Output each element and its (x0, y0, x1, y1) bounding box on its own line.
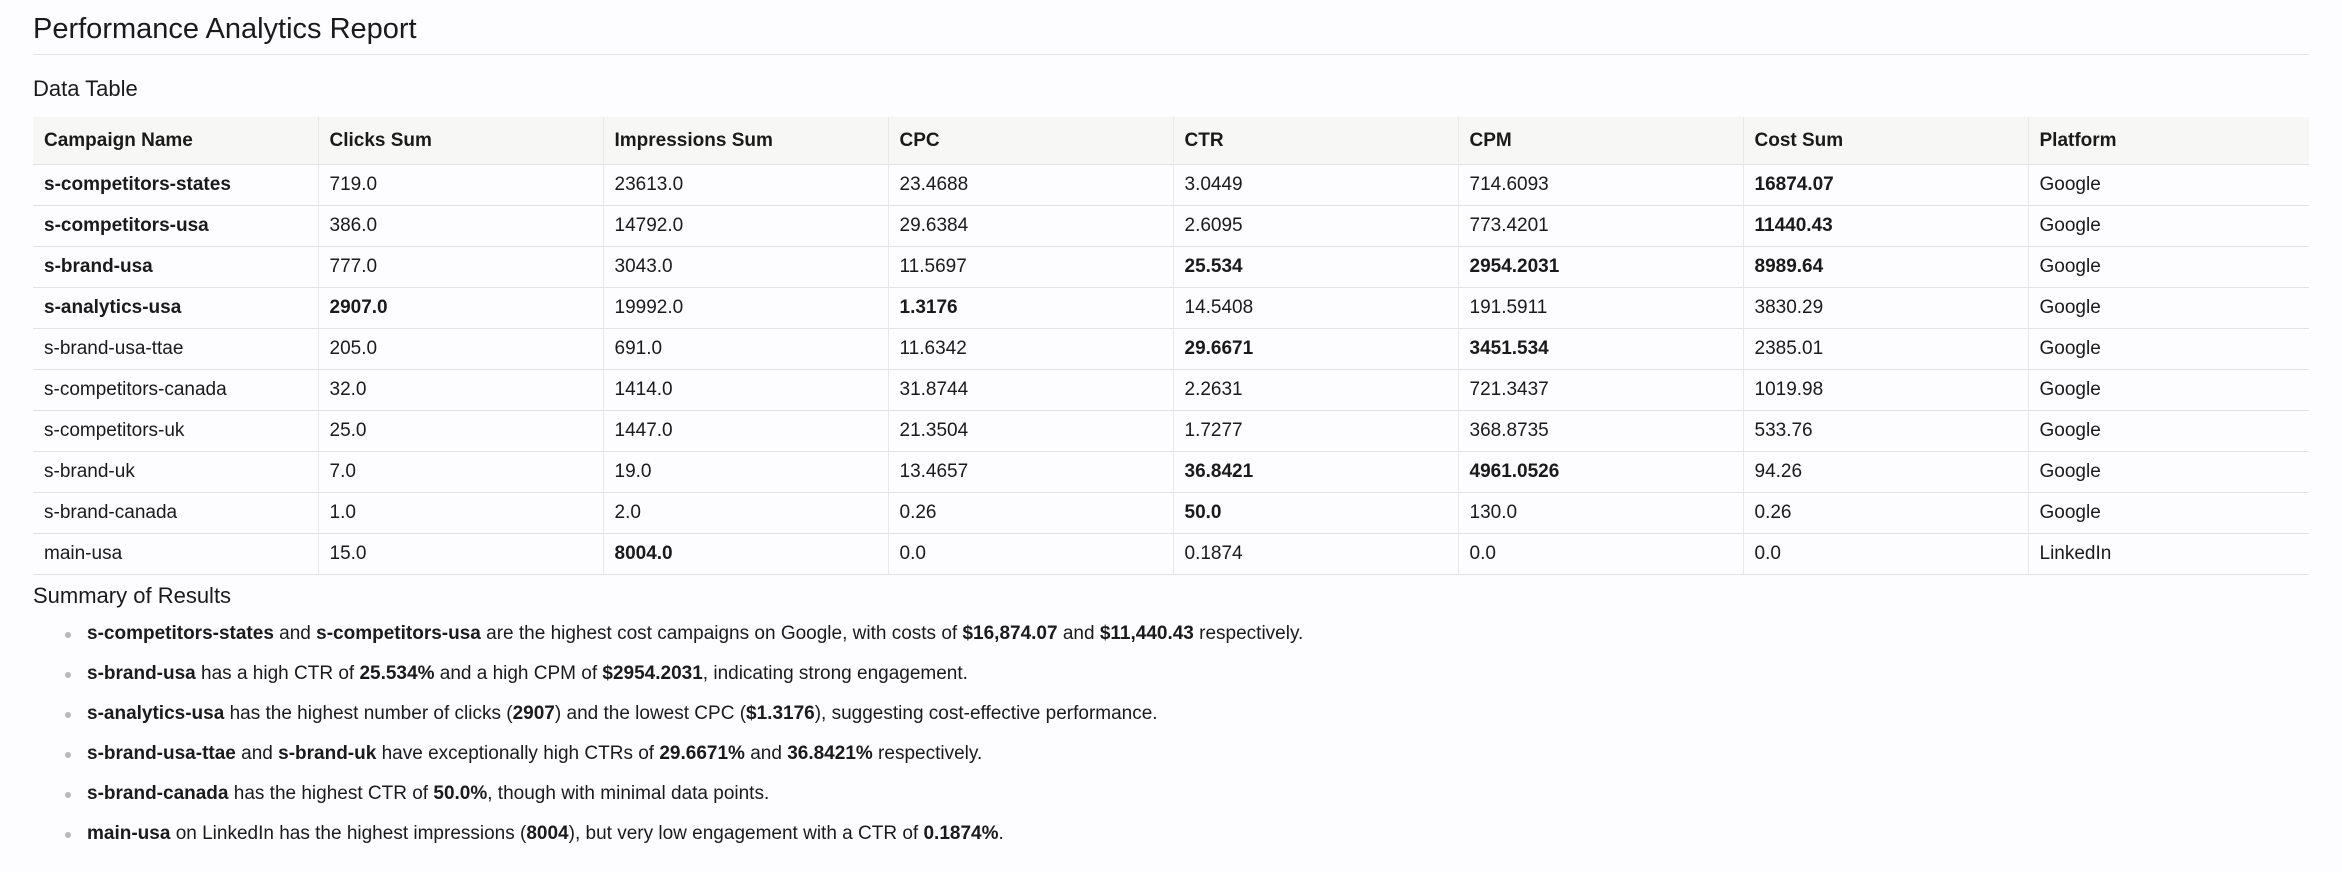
summary-emphasis: 0.1874% (923, 823, 999, 844)
table-cell: 691.0 (603, 329, 888, 370)
table-cell: 3043.0 (603, 247, 888, 288)
table-row (33, 493, 2309, 534)
table-cell: 1.3176 (888, 288, 1173, 329)
summary-emphasis: s-analytics-usa (87, 703, 225, 724)
summary-item (53, 699, 2309, 739)
summary-emphasis: 50.0% (433, 783, 488, 804)
table-cell: Google (2028, 288, 2309, 329)
table-cell: 11440.43 (1743, 206, 2028, 247)
table-cell: 11.5697 (888, 247, 1173, 288)
table-cell: s-brand-usa (33, 247, 318, 288)
table-cell: Google (2028, 370, 2309, 411)
data-table (33, 117, 2309, 575)
summary-item (53, 779, 2309, 819)
table-cell: 1447.0 (603, 411, 888, 452)
table-cell: Google (2028, 452, 2309, 493)
table-cell: 31.8744 (888, 370, 1173, 411)
summary-item (53, 619, 2309, 659)
table-cell: 21.3504 (888, 411, 1173, 452)
summary-text: on LinkedIn has the highest impressions ( (170, 823, 527, 844)
table-cell: 8004.0 (603, 534, 888, 575)
table-cell: 16874.07 (1743, 165, 2028, 206)
summary-emphasis: 29.6671% (659, 743, 745, 764)
table-cell: 719.0 (318, 165, 603, 206)
table-cell: 3830.29 (1743, 288, 2028, 329)
table-row (33, 370, 2309, 411)
column-header: CPM (1458, 117, 1743, 165)
summary-emphasis: main-usa (87, 823, 171, 844)
table-cell: 533.76 (1743, 411, 2028, 452)
table-cell: 3451.534 (1458, 329, 1743, 370)
table-cell: 7.0 (318, 452, 603, 493)
table-cell: 0.0 (1458, 534, 1743, 575)
summary-text: and (1057, 623, 1100, 644)
table-cell: s-competitors-states (33, 165, 318, 206)
summary-text: . (998, 823, 1004, 844)
summary-text: , indicating strong engagement. (702, 663, 968, 684)
summary-emphasis: s-competitors-usa (316, 623, 481, 644)
table-cell: 15.0 (318, 534, 603, 575)
summary-text: ), but very low engagement with a CTR of (568, 823, 924, 844)
table-cell: 94.26 (1743, 452, 2028, 493)
table-cell: 14792.0 (603, 206, 888, 247)
table-cell: 1019.98 (1743, 370, 2028, 411)
table-cell: 0.0 (888, 534, 1173, 575)
bullet-icon (65, 672, 71, 678)
table-cell: 1.0 (318, 493, 603, 534)
table-cell: 0.0 (1743, 534, 2028, 575)
data-table-container (33, 117, 2309, 575)
table-row (33, 534, 2309, 575)
table-cell: 23.4688 (888, 165, 1173, 206)
summary-text: ), suggesting cost-effective performance. (814, 703, 1158, 724)
table-cell: 4961.0526 (1458, 452, 1743, 493)
table-cell: 386.0 (318, 206, 603, 247)
table-cell: 50.0 (1173, 493, 1458, 534)
table-cell: 8989.64 (1743, 247, 2028, 288)
summary-text: ) and the lowest CPC ( (554, 703, 747, 724)
table-cell: 23613.0 (603, 165, 888, 206)
summary-emphasis: $2954.2031 (602, 663, 703, 684)
table-cell: 130.0 (1458, 493, 1743, 534)
column-header: Platform (2028, 117, 2309, 165)
summary-emphasis: s-competitors-states (87, 623, 274, 644)
table-cell: Google (2028, 329, 2309, 370)
table-row (33, 288, 2309, 329)
table-cell: 29.6384 (888, 206, 1173, 247)
table-cell: main-usa (33, 534, 318, 575)
column-header: CTR (1173, 117, 1458, 165)
column-header: CPC (888, 117, 1173, 165)
table-cell: 714.6093 (1458, 165, 1743, 206)
table-cell: s-brand-uk (33, 452, 318, 493)
summary-emphasis: s-brand-canada (87, 783, 229, 804)
bullet-icon (65, 792, 71, 798)
table-cell: 777.0 (318, 247, 603, 288)
table-cell: s-competitors-canada (33, 370, 318, 411)
table-cell: Google (2028, 206, 2309, 247)
table-cell: 25.534 (1173, 247, 1458, 288)
table-cell: 13.4657 (888, 452, 1173, 493)
column-header: Impressions Sum (603, 117, 888, 165)
table-cell: 32.0 (318, 370, 603, 411)
summary-emphasis: s-brand-usa-ttae (87, 743, 236, 764)
table-cell: 0.26 (1743, 493, 2028, 534)
table-cell: s-competitors-usa (33, 206, 318, 247)
summary-emphasis: 25.534% (359, 663, 435, 684)
summary-text: , though with minimal data points. (487, 783, 770, 804)
table-cell: 3.0449 (1173, 165, 1458, 206)
table-cell: 2.2631 (1173, 370, 1458, 411)
summary-emphasis: $11,440.43 (1099, 623, 1194, 644)
table-body (33, 165, 2309, 575)
table-cell: Google (2028, 493, 2309, 534)
summary-text: and (273, 623, 317, 644)
summary-item (53, 819, 2309, 859)
summary-text: has the highest number of clicks ( (224, 703, 513, 724)
summary-list (33, 619, 2309, 859)
table-cell: Google (2028, 247, 2309, 288)
table-cell: 2385.01 (1743, 329, 2028, 370)
summary-text: and a high CPM of (434, 663, 603, 684)
table-cell: 29.6671 (1173, 329, 1458, 370)
summary-text: are the highest cost campaigns on Google, with costs of (480, 623, 963, 644)
summary-text: and (235, 743, 279, 764)
table-cell: 19.0 (603, 452, 888, 493)
bullet-icon (65, 632, 71, 638)
table-cell: 1414.0 (603, 370, 888, 411)
column-header: Cost Sum (1743, 117, 2028, 165)
table-row (33, 329, 2309, 370)
page-title: Performance Analytics Report (33, 0, 2309, 55)
table-cell: 2954.2031 (1458, 247, 1743, 288)
table-cell: 0.1874 (1173, 534, 1458, 575)
table-cell: 11.6342 (888, 329, 1173, 370)
column-header: Campaign Name (33, 117, 318, 165)
table-cell: s-brand-usa-ttae (33, 329, 318, 370)
table-cell: s-analytics-usa (33, 288, 318, 329)
summary-text: respectively. (1193, 623, 1304, 644)
table-cell: s-competitors-uk (33, 411, 318, 452)
table-cell: 2907.0 (318, 288, 603, 329)
table-row (33, 206, 2309, 247)
summary-text: has a high CTR of (195, 663, 360, 684)
data-table-heading: Data Table (33, 76, 138, 101)
table-cell: 368.8735 (1458, 411, 1743, 452)
table-cell: 721.3437 (1458, 370, 1743, 411)
table-cell: 773.4201 (1458, 206, 1743, 247)
table-cell: 36.8421 (1173, 452, 1458, 493)
column-header: Clicks Sum (318, 117, 603, 165)
table-cell: 2.6095 (1173, 206, 1458, 247)
summary-text: respectively. (872, 743, 983, 764)
summary-item (53, 659, 2309, 699)
summary-emphasis: $1.3176 (746, 703, 815, 724)
table-cell: 191.5911 (1458, 288, 1743, 329)
table-row (33, 247, 2309, 288)
table-header-row (33, 117, 2309, 165)
table-cell: Google (2028, 165, 2309, 206)
summary-text: have exceptionally high CTRs of (376, 743, 660, 764)
table-cell: 14.5408 (1173, 288, 1458, 329)
bullet-icon (65, 832, 71, 838)
table-cell: 1.7277 (1173, 411, 1458, 452)
table-cell: 0.26 (888, 493, 1173, 534)
bullet-icon (65, 752, 71, 758)
summary-emphasis: 8004 (526, 823, 569, 844)
table-cell: LinkedIn (2028, 534, 2309, 575)
table-row (33, 165, 2309, 206)
summary-heading: Summary of Results (33, 583, 232, 608)
table-cell: 2.0 (603, 493, 888, 534)
summary-emphasis: s-brand-usa (87, 663, 196, 684)
table-cell: s-brand-canada (33, 493, 318, 534)
summary-emphasis: $16,874.07 (962, 623, 1058, 644)
summary-text: has the highest CTR of (228, 783, 434, 804)
bullet-icon (65, 712, 71, 718)
summary-item (53, 739, 2309, 779)
summary-emphasis: 2907 (512, 703, 555, 724)
summary-emphasis: s-brand-uk (278, 743, 377, 764)
table-row (33, 411, 2309, 452)
table-cell: Google (2028, 411, 2309, 452)
table-cell: 25.0 (318, 411, 603, 452)
summary-emphasis: 36.8421% (787, 743, 873, 764)
summary-text: and (744, 743, 788, 764)
table-cell: 205.0 (318, 329, 603, 370)
table-row (33, 452, 2309, 493)
table-cell: 19992.0 (603, 288, 888, 329)
